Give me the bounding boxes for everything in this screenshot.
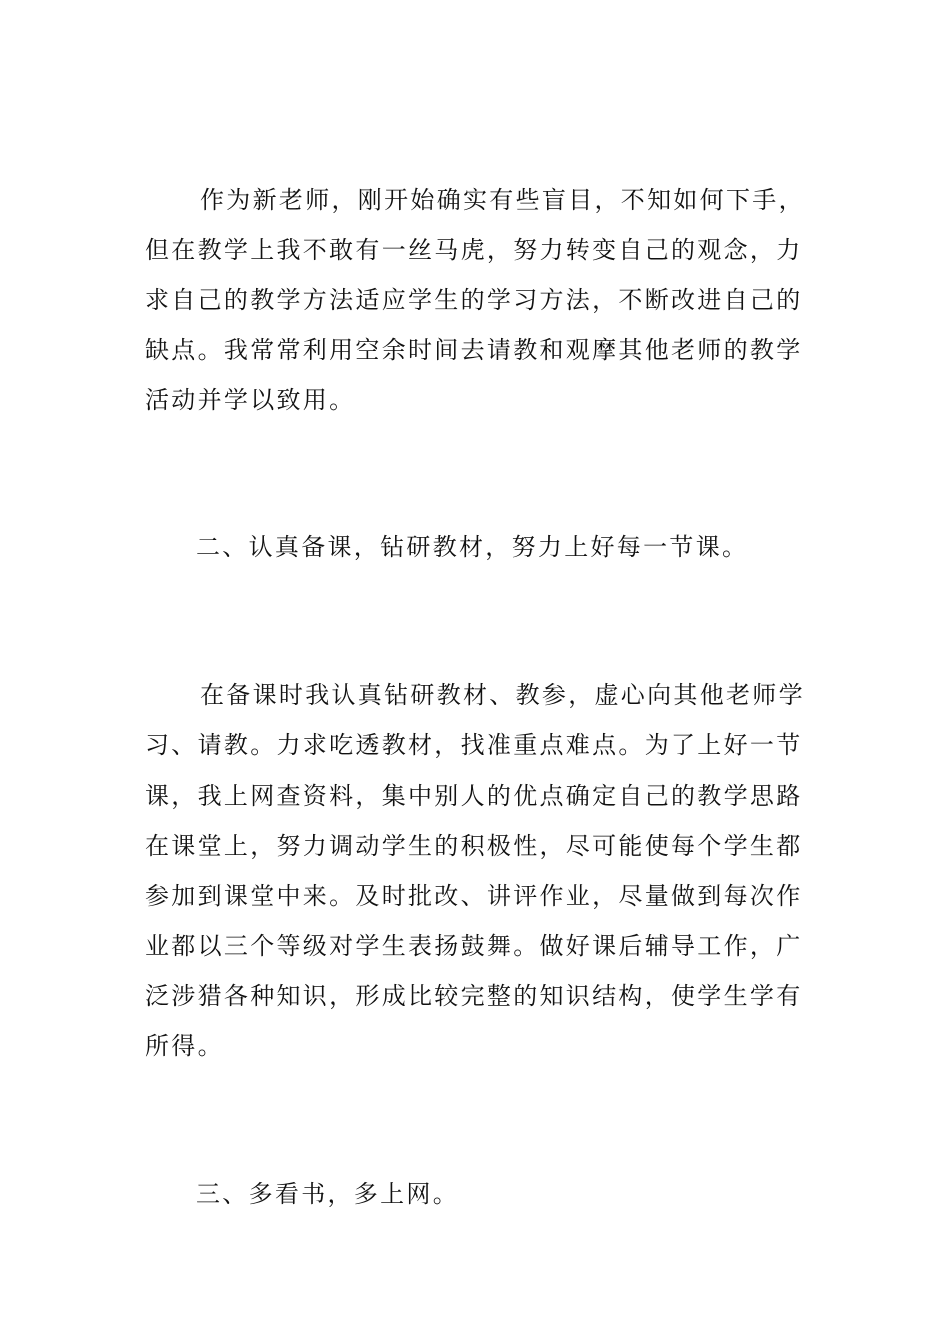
section-heading-3: 三、多看书，多上网。 (196, 1180, 459, 1208)
paragraph-1-line-4: 缺点。我常常利用空余时间去请教和观摩其他老师的教学 (145, 336, 803, 364)
paragraph-2-line-8: 所得。 (145, 1032, 224, 1060)
paragraph-1-line-2: 但在教学上我不敢有一丝马虎，努力转变自己的观念，力 (145, 236, 803, 264)
section-heading-2: 二、认真备课，钻研教材，努力上好每一节课。 (196, 533, 749, 561)
paragraph-1-line-1: 作为新老师，刚开始确实有些盲目，不知如何下手， (200, 186, 805, 214)
paragraph-1-line-3: 求自己的教学方法适应学生的学习方法，不断改进自己的 (145, 286, 803, 314)
paragraph-2-line-7: 泛涉猎各种知识，形成比较完整的知识结构，使学生学有 (145, 982, 803, 1010)
paragraph-2-line-6: 业都以三个等级对学生表扬鼓舞。做好课后辅导工作，广 (145, 932, 803, 960)
paragraph-2-line-4: 在课堂上，努力调动学生的积极性，尽可能使每个学生都 (145, 832, 803, 860)
paragraph-2-line-3: 课，我上网查资料，集中别人的优点确定自己的教学思路 (145, 782, 803, 810)
paragraph-1-line-5: 活动并学以致用。 (145, 386, 356, 414)
paragraph-2-line-1: 在备课时我认真钻研教材、教参，虚心向其他老师学 (200, 681, 805, 709)
paragraph-2-line-2: 习、请教。力求吃透教材，找准重点难点。为了上好一节 (145, 731, 803, 759)
paragraph-2-line-5: 参加到课堂中来。及时批改、讲评作业，尽量做到每次作 (145, 882, 803, 910)
